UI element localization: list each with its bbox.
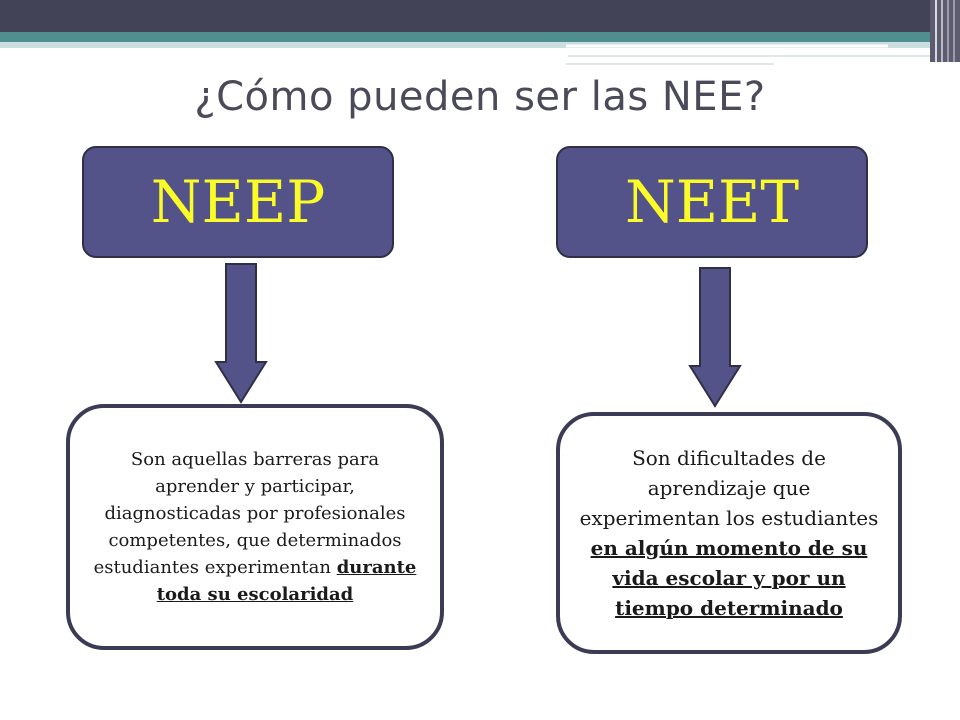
neep-description-plain: Son aquellas barreras para aprender y participar, diagnosticadas por profesionales competentes, que determinados estudiantes experimentan: [93, 449, 406, 578]
neet-down-arrow: [688, 266, 742, 408]
neet-description-emphasis: en algún momento de su vida escolar y por un tiempo determinado: [590, 536, 868, 620]
neep-description-emphasis: durante toda su escolaridad: [156, 557, 417, 605]
neep-description-text: [92, 446, 418, 608]
neet-header-box: NEET: [556, 146, 868, 258]
neep-header-box: NEEP: [82, 146, 394, 258]
neet-description-plain: Son dificultades de aprendizaje que experimentan los estudiantes: [579, 446, 879, 530]
header-decoration: [0, 0, 960, 72]
neep-description-box: [66, 404, 444, 650]
neet-description-text: [576, 443, 882, 623]
neet-description-box: [556, 412, 902, 654]
neep-down-arrow: [214, 262, 268, 404]
slide-title: ¿Cómo pueden ser las NEE?: [194, 74, 766, 120]
